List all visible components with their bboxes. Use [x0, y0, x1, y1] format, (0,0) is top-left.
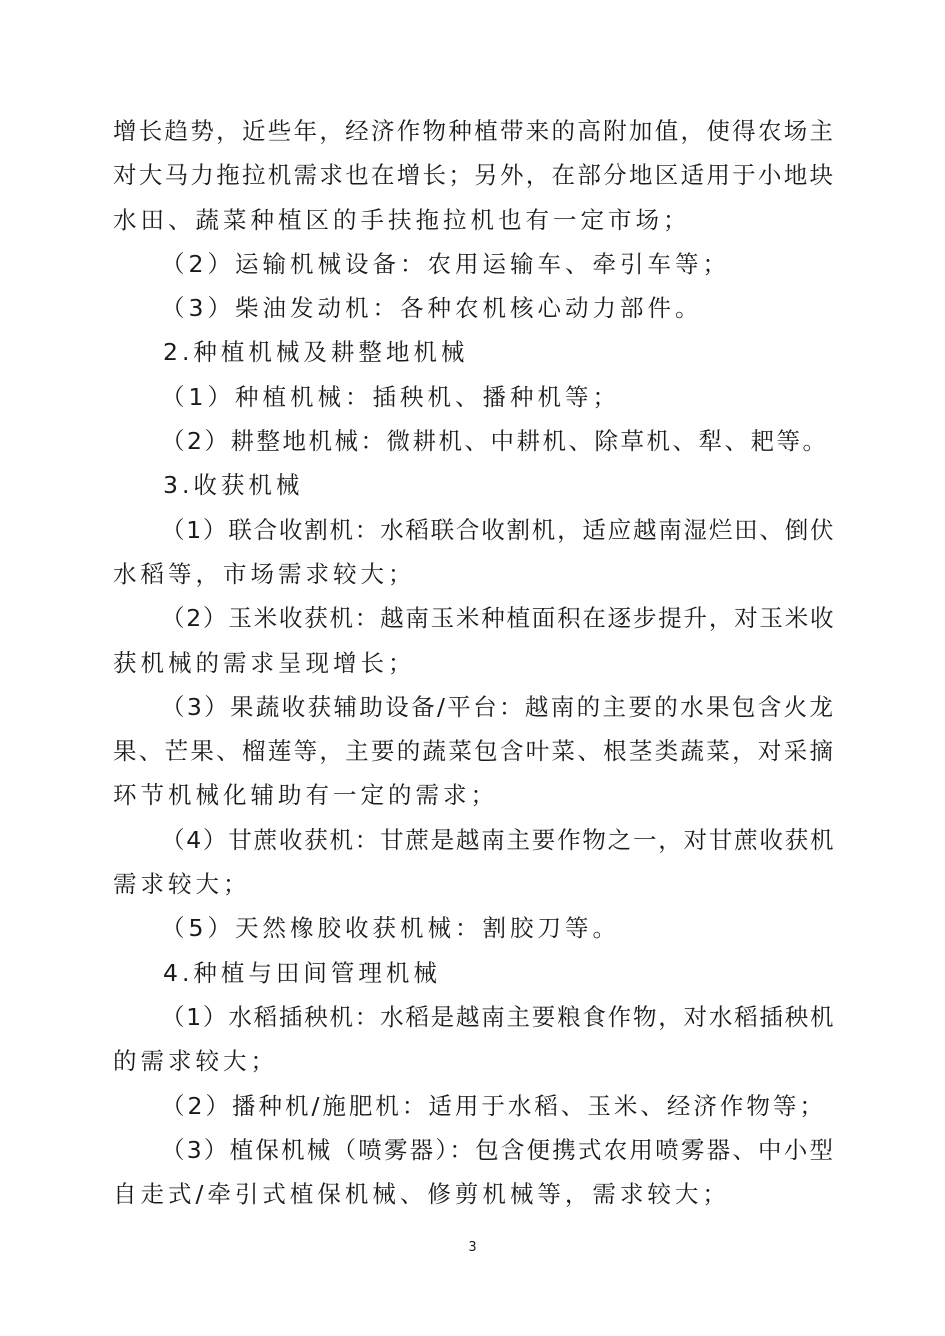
section-heading: 3.收获机械	[163, 471, 304, 500]
text-line: （2）玉米收获机：越南玉米种植面积在逐步提升，对玉米收	[161, 604, 835, 633]
text-line: （2）运输机械设备：农用运输车、牵引车等；	[161, 249, 730, 278]
text-line: 环节机械化辅助有一定的需求；	[113, 781, 498, 810]
text-line: 水稻等，市场需求较大；	[113, 559, 416, 588]
text-line: （1）联合收割机：水稻联合收割机，适应越南湿烂田、倒伏	[161, 515, 835, 544]
text-line: （1）水稻插秧机：水稻是越南主要粮食作物，对水稻插秧机	[161, 1002, 835, 1031]
text-line: 果、芒果、榴莲等，主要的蔬菜包含叶菜、根茎类蔬菜，对采摘	[113, 737, 835, 766]
section-heading: 4.种植与田间管理机械	[163, 958, 441, 987]
text-line: （4）甘蔗收获机：甘蔗是越南主要作物之一，对甘蔗收获机	[161, 825, 835, 854]
text-line: （5）天然橡胶收获机械：割胶刀等。	[161, 914, 620, 943]
text-line: 的需求较大；	[113, 1047, 278, 1076]
text-line: （3）柴油发动机：各种农机核心动力部件。	[161, 294, 703, 323]
text-line: 增长趋势，近些年，经济作物种植带来的高附加值，使得农场主	[113, 117, 835, 145]
text-line: （1）种植机械：插秧机、播种机等；	[161, 382, 620, 411]
text-line: （3）植保机械（喷雾器）：包含便携式农用喷雾器、中小型	[161, 1135, 835, 1164]
text-line: 需求较大；	[113, 870, 251, 899]
body-text	[113, 109, 835, 1216]
text-line: 获机械的需求呈现增长；	[113, 648, 416, 677]
text-line: （2）耕整地机械：微耕机、中耕机、除草机、犁、耙等。	[161, 427, 829, 456]
text-line: 对大马力拖拉机需求也在增长；另外，在部分地区适用于小地块	[113, 161, 835, 190]
text-line: （3）果蔬收获辅助设备/平台：越南的主要的水果包含火龙	[161, 692, 835, 721]
page-number: 3	[468, 1240, 477, 1255]
text-line: 水田、蔬菜种植区的手扶拖拉机也有一定市场；	[113, 205, 691, 234]
text-line: （2）播种机/施肥机：适用于水稻、玉米、经济作物等；	[161, 1091, 826, 1120]
section-heading: 2.种植机械及耕整地机械	[163, 338, 469, 367]
text-line: 自走式/牵引式植保机械、修剪机械等，需求较大；	[113, 1180, 730, 1209]
